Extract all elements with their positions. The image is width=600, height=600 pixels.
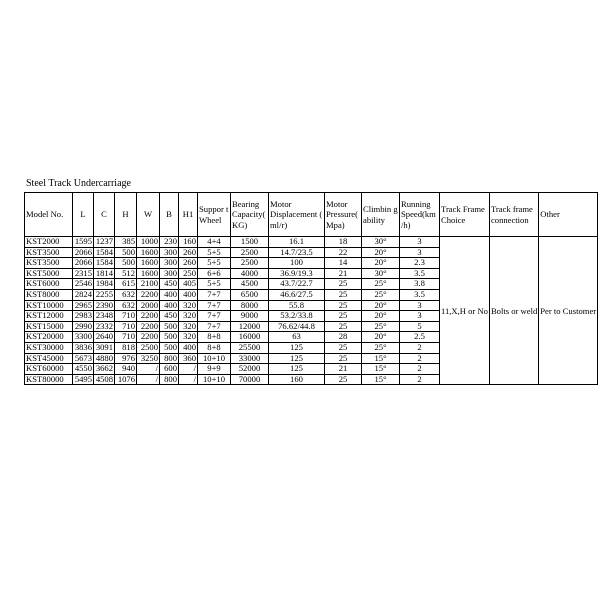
table-cell: 2990 bbox=[73, 321, 94, 332]
table-cell: KST20000 bbox=[25, 332, 73, 343]
table-cell: KST6000 bbox=[25, 279, 73, 290]
table-body bbox=[25, 237, 598, 385]
table-cell: 25 bbox=[325, 289, 362, 300]
table-cell: 2500 bbox=[137, 342, 160, 353]
table-cell: 63 bbox=[269, 332, 325, 343]
table-cell: 2 bbox=[400, 364, 440, 375]
table-cell: 36.9/19.3 bbox=[269, 268, 325, 279]
table-cell: 2255 bbox=[94, 289, 115, 300]
table-cell: KST10000 bbox=[25, 300, 73, 311]
table-cell: / bbox=[179, 364, 198, 375]
table-cell: 43.7/22.7 bbox=[269, 279, 325, 290]
table-cell: 2 bbox=[400, 342, 440, 353]
table-cell: 16000 bbox=[231, 332, 269, 343]
table-cell: 320 bbox=[179, 321, 198, 332]
table-cell: 450 bbox=[160, 311, 179, 322]
table-cell: 710 bbox=[115, 311, 137, 322]
table-cell: 4+4 bbox=[198, 237, 231, 248]
table-cell: 20° bbox=[362, 311, 400, 322]
table-cell: / bbox=[137, 364, 160, 375]
table-cell: 2200 bbox=[137, 289, 160, 300]
column-header: Other bbox=[539, 193, 598, 237]
table-cell: 30° bbox=[362, 268, 400, 279]
table-row bbox=[25, 237, 598, 248]
table-cell: 25500 bbox=[231, 342, 269, 353]
table-cell: 1984 bbox=[94, 279, 115, 290]
table-cell: 260 bbox=[179, 247, 198, 258]
table-cell: 160 bbox=[269, 374, 325, 385]
table-cell: 3.5 bbox=[400, 289, 440, 300]
table-cell: 632 bbox=[115, 300, 137, 311]
table-cell: 25 bbox=[325, 374, 362, 385]
table-cell: 615 bbox=[115, 279, 137, 290]
table-cell: 230 bbox=[160, 237, 179, 248]
table-cell: 4550 bbox=[73, 364, 94, 375]
table-cell: 7+7 bbox=[198, 311, 231, 322]
table-cell: 15° bbox=[362, 353, 400, 364]
table-cell: 1600 bbox=[137, 247, 160, 258]
table-cell: KST15000 bbox=[25, 321, 73, 332]
table-cell: 300 bbox=[160, 258, 179, 269]
table-cell: 450 bbox=[160, 279, 179, 290]
table-cell: 20° bbox=[362, 247, 400, 258]
table-cell: 2983 bbox=[73, 311, 94, 322]
table-cell: 2546 bbox=[73, 279, 94, 290]
table-cell: 360 bbox=[179, 353, 198, 364]
table-cell: 2500 bbox=[231, 258, 269, 269]
table-cell: 2200 bbox=[137, 321, 160, 332]
table-cell: KST3500 bbox=[25, 258, 73, 269]
table-cell: 7+7 bbox=[198, 321, 231, 332]
table-cell: 14 bbox=[325, 258, 362, 269]
table-cell: 2965 bbox=[73, 300, 94, 311]
table-cell: 710 bbox=[115, 332, 137, 343]
table-cell: 1595 bbox=[73, 237, 94, 248]
table-cell: 70000 bbox=[231, 374, 269, 385]
table-cell: 320 bbox=[179, 311, 198, 322]
table-cell: 16.1 bbox=[269, 237, 325, 248]
table-cell: 8+8 bbox=[198, 342, 231, 353]
table-cell: 2066 bbox=[73, 247, 94, 258]
table-cell: / bbox=[137, 374, 160, 385]
spec-table bbox=[24, 192, 598, 385]
table-cell: 500 bbox=[160, 321, 179, 332]
table-cell: 25 bbox=[325, 279, 362, 290]
table-title: Steel Track Undercarriage bbox=[26, 178, 131, 189]
header-row bbox=[25, 193, 598, 237]
column-header: Bearing Capacity( KG) bbox=[231, 193, 269, 237]
column-header: H1 bbox=[179, 193, 198, 237]
table-cell: 2 bbox=[400, 353, 440, 364]
table-cell: 10+10 bbox=[198, 374, 231, 385]
table-cell: 25 bbox=[325, 311, 362, 322]
table-cell: KST80000 bbox=[25, 374, 73, 385]
table-cell: 25 bbox=[325, 300, 362, 311]
table-cell: 2500 bbox=[231, 247, 269, 258]
column-header: Model No. bbox=[25, 193, 73, 237]
table-cell: 25° bbox=[362, 279, 400, 290]
table-cell: 2348 bbox=[94, 311, 115, 322]
table-cell: 10+10 bbox=[198, 353, 231, 364]
table-cell: 1500 bbox=[231, 237, 269, 248]
table-cell: 8000 bbox=[231, 300, 269, 311]
table-cell: 3.8 bbox=[400, 279, 440, 290]
column-header: C bbox=[94, 193, 115, 237]
table-cell: 1584 bbox=[94, 258, 115, 269]
table-cell: 2824 bbox=[73, 289, 94, 300]
table-cell: 2315 bbox=[73, 268, 94, 279]
table-cell: 8+8 bbox=[198, 332, 231, 343]
table-cell: 3091 bbox=[94, 342, 115, 353]
table-cell: 1814 bbox=[94, 268, 115, 279]
table-cell: 1237 bbox=[94, 237, 115, 248]
table-cell: 25 bbox=[325, 342, 362, 353]
table-cell: 5 bbox=[400, 321, 440, 332]
table-cell: KST5000 bbox=[25, 268, 73, 279]
table-cell: 7+7 bbox=[198, 300, 231, 311]
table-cell: 385 bbox=[115, 237, 137, 248]
table-cell: KST8000 bbox=[25, 289, 73, 300]
table-cell: 320 bbox=[179, 332, 198, 343]
table-cell: 300 bbox=[160, 268, 179, 279]
table-cell: / bbox=[179, 374, 198, 385]
table-cell: 710 bbox=[115, 321, 137, 332]
table-cell: 28 bbox=[325, 332, 362, 343]
table-cell: 1600 bbox=[137, 258, 160, 269]
table-cell: 3 bbox=[400, 247, 440, 258]
table-cell: KST3500 bbox=[25, 247, 73, 258]
table-cell: 2066 bbox=[73, 258, 94, 269]
table-cell: 6500 bbox=[231, 289, 269, 300]
table-cell: 320 bbox=[179, 300, 198, 311]
column-header: Motor Pressure( Mpa) bbox=[325, 193, 362, 237]
table-cell: 5495 bbox=[73, 374, 94, 385]
table-cell: 12000 bbox=[231, 321, 269, 332]
table-cell: 400 bbox=[179, 289, 198, 300]
table-cell: KST2000 bbox=[25, 237, 73, 248]
table-cell: 76.62/44.8 bbox=[269, 321, 325, 332]
table-cell: 632 bbox=[115, 289, 137, 300]
table-cell: 125 bbox=[269, 342, 325, 353]
table-cell: 4500 bbox=[231, 279, 269, 290]
table-cell: 5+5 bbox=[198, 247, 231, 258]
table-cell: 260 bbox=[179, 258, 198, 269]
table-cell: 9+9 bbox=[198, 364, 231, 375]
table-cell: 7+7 bbox=[198, 289, 231, 300]
table-cell: 405 bbox=[179, 279, 198, 290]
table-cell: 4508 bbox=[94, 374, 115, 385]
table-cell: 46.6/27.5 bbox=[269, 289, 325, 300]
column-header: Running Speed(km /h) bbox=[400, 193, 440, 237]
table-cell: 250 bbox=[179, 268, 198, 279]
table-cell: 2200 bbox=[137, 332, 160, 343]
table-cell: 1000 bbox=[137, 237, 160, 248]
column-header: H bbox=[115, 193, 137, 237]
column-header: Suppor t Wheel bbox=[198, 193, 231, 237]
table-cell: 818 bbox=[115, 342, 137, 353]
table-cell: 800 bbox=[160, 374, 179, 385]
table-cell: 3300 bbox=[73, 332, 94, 343]
column-header: Track frame connection bbox=[489, 193, 538, 237]
table-cell: 125 bbox=[269, 364, 325, 375]
table-cell: KST12000 bbox=[25, 311, 73, 322]
track-frame-connection-cell: Bolts or weld bbox=[489, 237, 538, 385]
table-cell: 1076 bbox=[115, 374, 137, 385]
table-cell: 500 bbox=[160, 332, 179, 343]
table-cell: 33000 bbox=[231, 353, 269, 364]
table-cell: 2000 bbox=[137, 300, 160, 311]
table-cell: 20° bbox=[362, 300, 400, 311]
table-cell: 5+5 bbox=[198, 279, 231, 290]
table-cell: 21 bbox=[325, 268, 362, 279]
table-cell: KST45000 bbox=[25, 353, 73, 364]
table-cell: 15° bbox=[362, 364, 400, 375]
table-cell: 2640 bbox=[94, 332, 115, 343]
table-cell: 2.3 bbox=[400, 258, 440, 269]
column-header: W bbox=[137, 193, 160, 237]
column-header: L bbox=[73, 193, 94, 237]
table-cell: 25° bbox=[362, 289, 400, 300]
table-cell: 6+6 bbox=[198, 268, 231, 279]
table-cell: 21 bbox=[325, 364, 362, 375]
track-frame-choice-cell: 11,X,H or No bbox=[440, 237, 490, 385]
table-cell: 18 bbox=[325, 237, 362, 248]
table-cell: 2390 bbox=[94, 300, 115, 311]
table-cell: 3.5 bbox=[400, 268, 440, 279]
table-cell: 160 bbox=[179, 237, 198, 248]
table-cell: 5673 bbox=[73, 353, 94, 364]
table-cell: 52000 bbox=[231, 364, 269, 375]
table-cell: 125 bbox=[269, 353, 325, 364]
table-cell: 600 bbox=[160, 364, 179, 375]
table-cell: 25 bbox=[325, 321, 362, 332]
table-cell: 2 bbox=[400, 374, 440, 385]
table-cell: 25 bbox=[325, 353, 362, 364]
table-cell: 300 bbox=[160, 247, 179, 258]
table-cell: 2100 bbox=[137, 279, 160, 290]
table-cell: 500 bbox=[160, 342, 179, 353]
table-cell: 3250 bbox=[137, 353, 160, 364]
table-cell: 500 bbox=[115, 247, 137, 258]
column-header: Motor Displacement ( ml/r) bbox=[269, 193, 325, 237]
table-cell: 55.8 bbox=[269, 300, 325, 311]
column-header: B bbox=[160, 193, 179, 237]
table-cell: KST30000 bbox=[25, 342, 73, 353]
table-cell: 400 bbox=[160, 300, 179, 311]
table-cell: 400 bbox=[179, 342, 198, 353]
table-cell: 1600 bbox=[137, 268, 160, 279]
table-cell: 2332 bbox=[94, 321, 115, 332]
table-cell: 4880 bbox=[94, 353, 115, 364]
table-cell: 976 bbox=[115, 353, 137, 364]
table-cell: 400 bbox=[160, 289, 179, 300]
table-cell: 25° bbox=[362, 321, 400, 332]
table-cell: 9000 bbox=[231, 311, 269, 322]
table-cell: 14.7/23.5 bbox=[269, 247, 325, 258]
table-cell: 3 bbox=[400, 300, 440, 311]
table-cell: KST60000 bbox=[25, 364, 73, 375]
table-cell: 22 bbox=[325, 247, 362, 258]
table-cell: 5+5 bbox=[198, 258, 231, 269]
table-cell: 500 bbox=[115, 258, 137, 269]
column-header: Track Frame Choice bbox=[440, 193, 490, 237]
table-cell: 1584 bbox=[94, 247, 115, 258]
table-cell: 30° bbox=[362, 237, 400, 248]
table-cell: 3662 bbox=[94, 364, 115, 375]
table-cell: 940 bbox=[115, 364, 137, 375]
table-cell: 3836 bbox=[73, 342, 94, 353]
table-cell: 20° bbox=[362, 332, 400, 343]
table-cell: 4000 bbox=[231, 268, 269, 279]
table-cell: 3 bbox=[400, 311, 440, 322]
table-cell: 25° bbox=[362, 342, 400, 353]
table-cell: 20° bbox=[362, 258, 400, 269]
table-cell: 512 bbox=[115, 268, 137, 279]
other-cell: Per to Customer bbox=[539, 237, 598, 385]
table-cell: 800 bbox=[160, 353, 179, 364]
table-cell: 2.5 bbox=[400, 332, 440, 343]
table-cell: 53.2/33.8 bbox=[269, 311, 325, 322]
table-cell: 15° bbox=[362, 374, 400, 385]
table-cell: 3 bbox=[400, 237, 440, 248]
table-cell: 100 bbox=[269, 258, 325, 269]
table-cell: 2200 bbox=[137, 311, 160, 322]
column-header: Climbin g ability bbox=[362, 193, 400, 237]
